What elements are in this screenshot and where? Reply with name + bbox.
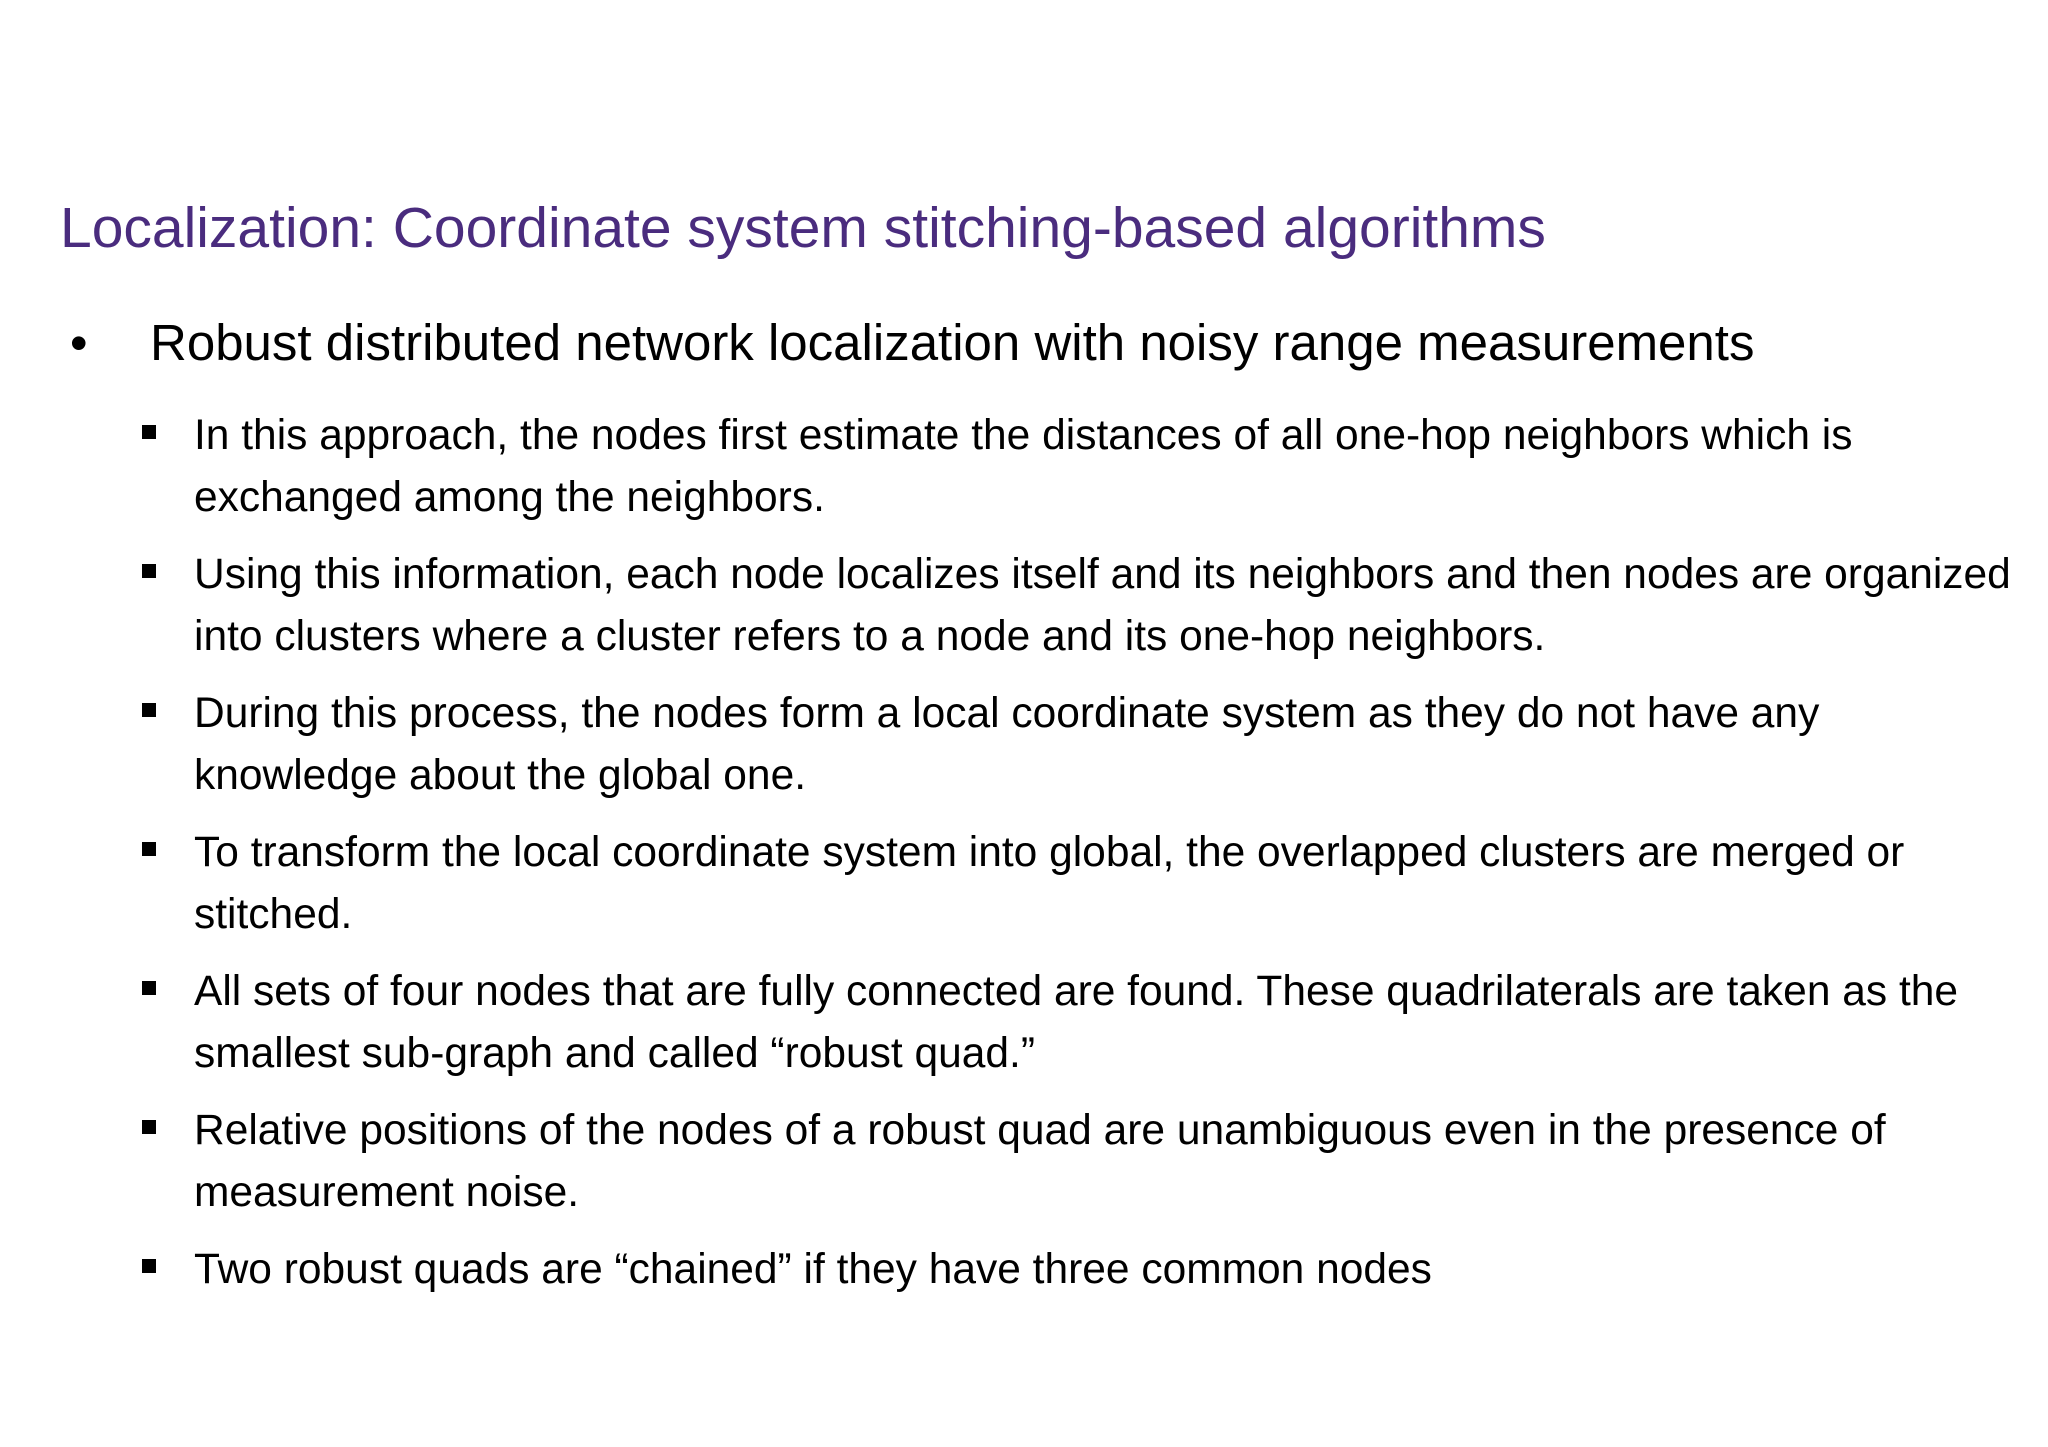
sub-bullet-item xyxy=(138,822,2018,946)
sub-bullet-text: Using this information, each node localizes itself and its neighbors and then nodes are organized into clusters where a cluster refers to a node and its one-hop neighbors. xyxy=(194,551,2011,660)
square-bullet-icon xyxy=(138,961,194,1023)
square-bullet-icon xyxy=(138,405,194,467)
sub-bullet-item xyxy=(138,961,2018,1085)
round-bullet-icon: • xyxy=(70,315,88,371)
sub-bullet-text: In this approach, the nodes first estimate the distances of all one-hop neighbors which is exchanged among the neighbors. xyxy=(194,412,1853,521)
sub-bullet-item xyxy=(138,405,2018,529)
main-bullet xyxy=(70,308,2020,378)
sub-bullet-text: Two robust quads are “chained” if they have three common nodes xyxy=(194,1246,1432,1293)
square-bullet-icon xyxy=(138,544,194,606)
main-bullet-text: Robust distributed network localization with noisy range measurements xyxy=(150,314,1755,371)
square-bullet-icon xyxy=(138,1239,194,1301)
sub-bullet-text: All sets of four nodes that are fully connected are found. These quadrilaterals are taken as the smallest sub-graph and called “robust quad.” xyxy=(194,968,1959,1077)
sub-bullet-item xyxy=(138,544,2018,668)
square-bullet-icon xyxy=(138,822,194,884)
sub-bullet-list xyxy=(138,405,2018,1316)
sub-bullet-item xyxy=(138,683,2018,807)
slide-title: Localization: Coordinate system stitching-based algorithms xyxy=(60,196,1546,260)
sub-bullet-text: To transform the local coordinate system into global, the overlapped clusters are merged or stitched. xyxy=(194,829,1905,938)
sub-bullet-text: During this process, the nodes form a local coordinate system as they do not have any knowledge about the global one. xyxy=(194,690,1820,799)
sub-bullet-text: Relative positions of the nodes of a robust quad are unambiguous even in the presence of measurement noise. xyxy=(194,1107,1886,1216)
square-bullet-icon xyxy=(138,1100,194,1162)
square-bullet-icon xyxy=(138,683,194,745)
sub-bullet-item xyxy=(138,1100,2018,1224)
sub-bullet-item xyxy=(138,1239,2018,1301)
